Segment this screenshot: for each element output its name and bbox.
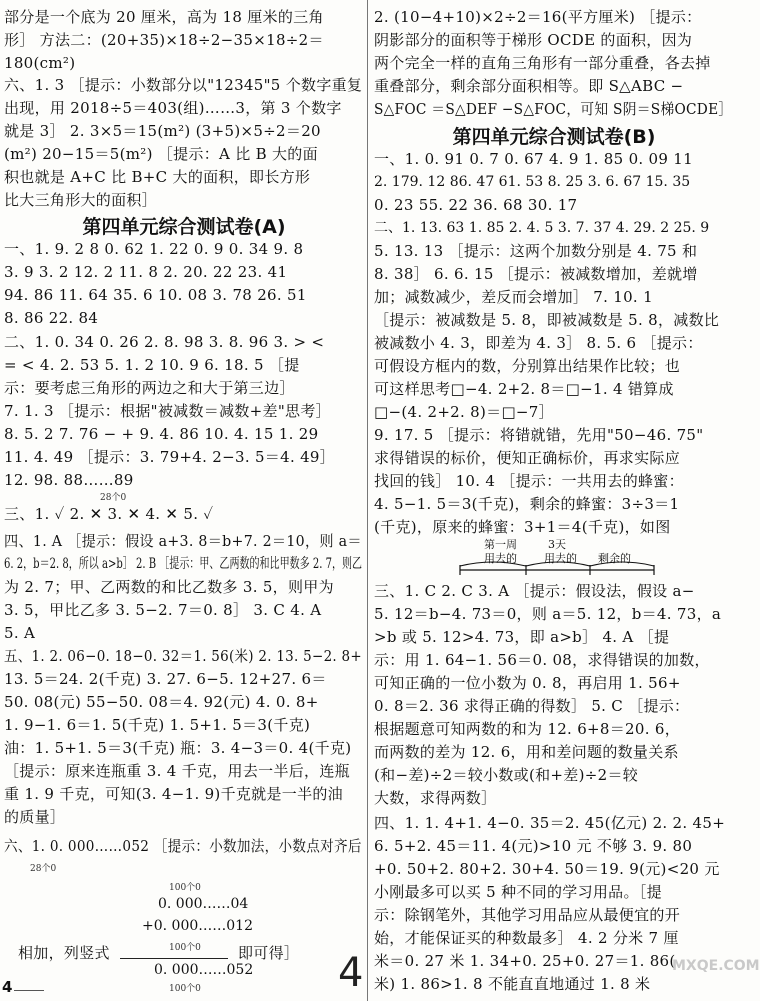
text-line: 小刚最多可以买 5 种不同的学习用品。［提 — [374, 883, 662, 901]
text-line: 13. 5＝24. 2(千克) 3. 27. 6−5. 12+27. 6＝ — [4, 670, 327, 688]
text-line: 大数，求得两数］ — [374, 789, 497, 807]
text-line: 就是 3］ 2. 3×5＝15(m²) (3+5)×5÷2＝20 — [4, 122, 321, 140]
text-line: 5. 12＝b−4. 73＝0，则 a＝5. 12，b＝4. 73，a — [374, 605, 722, 623]
text-line: 6. 2，b＝2. 8，所以 a>b］ 2. B ［提示：甲、乙两数的和比甲数多 2. 7，则乙 — [4, 556, 363, 572]
text-line: (和−差)÷2＝较小数或(和+差)÷2＝较 — [374, 766, 639, 784]
zero-count-note: 100个0 — [169, 943, 201, 953]
text-line: 8. 86 22. 84 — [4, 309, 99, 327]
text-line: >b 或 5. 12>4. 73，即 a>b］ 4. A ［提 — [374, 628, 670, 646]
calc-tail: 即可得］ — [238, 944, 300, 962]
zero-count-note: 100个0 — [169, 883, 201, 893]
text-line: = < 4. 2. 53 5. 1. 2 10. 9 6. 18. 5 ［提 — [4, 356, 300, 374]
text-line: 180(cm²) — [4, 54, 76, 72]
text-line: □−(4. 2+2. 8)＝□−7］ — [374, 403, 554, 421]
text-line: 三、1. ✓ 2. ✕ 3. ✕ 4. ✕ 5. ✓ — [4, 505, 214, 523]
brace — [460, 562, 526, 566]
text-line: (m²) 20−15＝5(m²) ［提示：A 比 B 大的面 — [4, 145, 318, 163]
text-line: 米) 1. 86>1. 8 不能直直地通过 1. 8 米 — [374, 975, 651, 993]
diagram-label-week: 第一周 — [484, 538, 517, 551]
text-line: 五、1. 2. 06−0. 18−0. 32＝1. 56(米) 2. 13. 5−2. 8+ — [4, 647, 362, 665]
handwritten-mark: 4 — [338, 950, 364, 996]
text-line: 根据题意可知两数的和为 12. 6+8＝20. 6， — [374, 720, 681, 738]
text-line: 六、1. 0. 000……052 ［提示：小数加法，小数点对齐后 — [4, 837, 362, 855]
text-line: 示：用 1. 64−1. 56＝0. 08，求得错误的加数， — [374, 651, 710, 669]
calc-label: 相加，列竖式 — [18, 944, 110, 962]
text-line: 重 1. 9 千克，可知(3. 4−1. 9)千克就是一半的油 — [4, 785, 343, 803]
addend-1: 0. 000……04 — [158, 896, 249, 912]
text-line: 示：除钢笔外，其他学习用品应从最便宜的开 — [374, 906, 681, 924]
text-line: 形］ 方法二：(20+35)×18÷2−35×18÷2＝ — [4, 31, 324, 49]
watermark: MXQE.COM — [672, 958, 760, 974]
text-line: 12. 98. 88……89 — [4, 471, 134, 489]
text-line: 4. 5−1. 5＝3(千克)，剩余的蜂蜜：3÷3＝1 — [374, 495, 680, 513]
text-line: 8. 5. 2 7. 76 − + 9. 4. 86 10. 4. 15 1. 29 — [4, 425, 319, 443]
text-line: 四、1. 1. 4+1. 4−0. 35＝2. 45(亿元) 2. 2. 45+ — [374, 814, 726, 832]
addend-2: +0. 000……012 — [142, 918, 253, 934]
text-line: 积也就是 A+C 比 B+C 大的面积，即长方形 — [4, 168, 311, 186]
text-line: 0. 23 55. 22 36. 68 30. 17 — [374, 196, 578, 214]
text-line: 二、1. 0. 34 0. 26 2. 8. 98 3. 8. 96 3. > < — [4, 333, 325, 351]
text-line: 8. 38］ 6. 6. 15 ［提示：被减数增加，差就增 — [374, 265, 698, 283]
zero-count-note: 28个0 — [100, 493, 127, 503]
text-line: 的质量］ — [4, 808, 66, 826]
text-line: 50. 08(元) 55−50. 08＝4. 92(元) 4. 0. 8+ — [4, 693, 319, 711]
text-line: 一、1. 9. 2 8 0. 62 1. 22 0. 9 0. 34 9. 8 — [4, 240, 304, 258]
text-line: +0. 50+2. 80+2. 30+4. 50＝19. 9(元)<20 元 — [374, 860, 720, 878]
section-title-b: 第四单元综合测试卷(B) — [452, 126, 656, 148]
text-line: 5. A — [4, 624, 36, 642]
text-line: 94. 86 11. 64 35. 6 10. 08 3. 78 26. 51 — [4, 286, 307, 304]
text-line: 2. (10−4+10)×2÷2＝16(平方厘米) ［提示： — [374, 8, 702, 26]
text-line: 米＝0. 27 米 1. 34+0. 25+0. 27＝1. 86( — [374, 952, 676, 970]
text-line: 5. 13. 13 ［提示：这两个加数分别是 4. 75 和 — [374, 242, 698, 260]
text-line: 被减数小 4. 3，即差为 4. 3］ 8. 5. 6 ［提示： — [374, 334, 703, 352]
page-number: 4 — [2, 978, 13, 996]
diagram-label-3days-used: 用去的 — [544, 552, 577, 565]
text-line: 6. 5+2. 45＝11. 4(元)>10 元 不够 3. 9. 80 — [374, 837, 693, 855]
section-title-a: 第四单元综合测试卷(A) — [82, 216, 286, 238]
text-line: 一、1. 0. 91 0. 7 0. 67 4. 9 1. 85 0. 09 11 — [374, 150, 693, 168]
text-line: 两个完全一样的直角三角形有一部分重叠，各去掉 — [374, 54, 711, 72]
text-line: S△FOC ＝S△DEF −S△FOC，可知 S阴＝S梯OCDE］ — [374, 100, 733, 118]
diagram-label-rest: 剩余的 — [598, 552, 631, 565]
sum-line — [120, 958, 228, 959]
text-line: 三、1. C 2. C 3. A ［提示：假设法，假设 a− — [374, 582, 695, 600]
page-number-rule — [14, 990, 44, 991]
diagram-label-3days: 3天 — [548, 538, 566, 551]
text-line: 1. 9−1. 6＝1. 5(千克) 1. 5+1. 5＝3(千克) — [4, 716, 311, 734]
text-line: 3. 9 3. 2 12. 2 11. 8 2. 20. 22 23. 41 — [4, 263, 288, 281]
text-line: 阴影部分的面积等于梯形 OCDE 的面积，因为 — [374, 31, 693, 49]
text-line: 为 2. 7；甲、乙两数的和比乙数多 3. 5，则甲为 — [4, 578, 334, 596]
text-line: 比大三角形大的面积］ — [4, 191, 158, 209]
text-line: 可假设方框内的数，分别算出结果作比较；也 — [374, 357, 681, 375]
text-line: 0. 8＝2. 36 求得正确的得数］ 5. C ［提示： — [374, 697, 690, 715]
zero-count-note: 28个0 — [30, 864, 57, 874]
segment-bar — [458, 562, 658, 582]
zero-count-note: 100个0 — [169, 984, 201, 994]
sum-result: 0. 000……052 — [154, 962, 254, 978]
text-line: 出现，用 2018÷5＝403(组)……3，第 3 个数字 — [4, 99, 342, 117]
brace — [590, 562, 654, 566]
diagram-label-week-used: 用去的 — [484, 552, 517, 565]
text-line: 9. 17. 5 ［提示：将错就错，先用"50−46. 75" — [374, 426, 704, 444]
text-line: 求得错误的标价，便知正确标价，再求实际应 — [374, 449, 681, 467]
text-line: 7. 1. 3 ［提示：根据"被减数＝减数+差"思考］ — [4, 402, 331, 420]
text-line: 示：要考虑三角形的两边之和大于第三边］ — [4, 379, 295, 397]
text-line: (千克)，原来的蜂蜜：3+1＝4(千克)，如图 — [374, 518, 671, 536]
text-line: 加；减数减少，差反而会增加］ 7. 10. 1 — [374, 288, 653, 306]
text-line: 可知正确的一位小数为 0. 8，再启用 1. 56+ — [374, 674, 681, 692]
brace — [526, 562, 590, 566]
text-line: 重叠部分，剩余部分面积相等。即 S△ABC − — [374, 77, 684, 95]
text-line: 油：1. 5+1. 5＝3(千克) 瓶：3. 4−3＝0. 4(千克) — [4, 739, 352, 757]
column-divider — [367, 0, 368, 1001]
text-line: 2. 179. 12 86. 47 61. 53 8. 25 3. 6. 67 15. 35 — [374, 174, 691, 190]
text-line: ［提示：原来连瓶重 3. 4 千克，用去一半后，连瓶 — [4, 762, 350, 780]
text-line: 四、1. A ［提示：假设 a+3. 8＝b+7. 2＝10，则 a＝ — [4, 532, 362, 550]
text-line: 11. 4. 49 ［提示：3. 79+4. 2−3. 5＝4. 49］ — [4, 448, 336, 466]
text-line: 3. 5，甲比乙多 3. 5−2. 7＝0. 8］ 3. C 4. A — [4, 601, 322, 619]
text-line: 二、1. 13. 63 1. 85 2. 4. 5 3. 7. 37 4. 29. 2 25. 9 — [374, 220, 710, 236]
text-line: ［提示：被减数是 5. 8，即被减数是 5. 8，减数比 — [374, 311, 720, 329]
text-line: 找回的钱］ 10. 4 ［提示：一共用去的蜂蜜： — [374, 472, 684, 490]
text-line: 六、1. 3 ［提示：小数部分以"12345"5 个数字重复 — [4, 76, 363, 94]
text-line: 可这样思考□−4. 2+2. 8＝□−1. 4 错算成 — [374, 380, 674, 398]
text-line: 部分是一个底为 20 厘米，高为 18 厘米的三角 — [4, 8, 324, 26]
text-line: 始，才能保证买的种数最多］ 4. 2 分米 7 厘 — [374, 929, 679, 947]
text-line: 而两数的差为 12. 6，用和差问题的数量关系 — [374, 743, 679, 761]
